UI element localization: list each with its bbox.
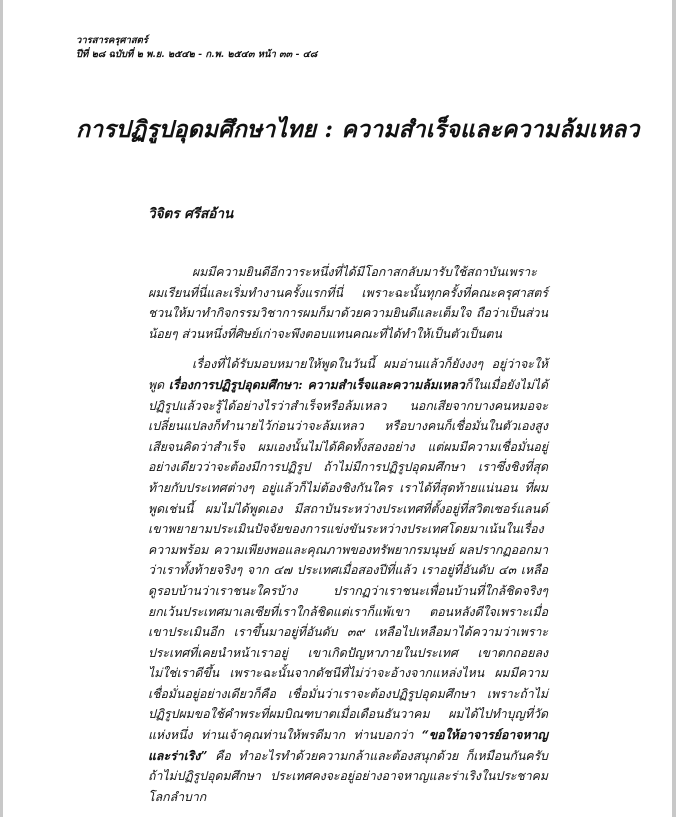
journal-header (76, 34, 317, 62)
paragraph-2-part-1: เรื่องที่ได้รับมอบหมายให้พูดในวันนี้ ผมอ่านแล้วก็ยังงงๆ อยู่ว่าจะให้พูด (148, 357, 548, 392)
paragraph-2-part-2: ก็ในเมื่อยังไม่ได้ปฏิรูปแล้วจะรู้ได้อย่างไรว่าสำเร็จหรือล้มเหลว นอกเสียจากบางคนหมอจะเปลี่ยนแปลงก็ทำนายไว้ก่อนว่าจะล้มเหลว หรือบางคนก็เชื่อมั่นในตัวเองสูงเสียจนคิดว่าสำเร็จ ผมเองนั้นไม่ได้คิดทั้งสองอย่าง แต่ผมมีความเชื่อมั่นอยู่อย่างเดียวว่าจะต้องมีการปฏิรูป ถ้าไม่มีการปฏิรูปอุดมศึกษา เราซึ่งชิงที่สุดท้ายกับประเทศต่างๆ อยู่แล้วก็ไม่ต้องชิงกันใคร เราได้ที่สุดท้ายแน่นอน ที่ผมพูดเช่นนี้ ผมไม่ได้พูดเอง มีสถาบันระหว่างประเทศที่ตั้งอยู่ที่สวิตเซอร์แลนด์ เขาพยายามประเมินปัจจัยของการแข่งขันระหว่างประเทศโดยมาเน้นในเรื่องความพร้อม ความเพียงพอและคุณภาพของทรัพยากรมนุษย์ ผลปรากฏออกมาว่าเราทั้งท้ายจริงๆ จาก ๔๗ ประเทศเมื่อสองปีที่แล้ว เราอยู่ที่อันดับ ๔๓ เหลือดูรอบบ้านว่าเราชนะใครบ้าง ปรากฏว่าเราชนะเพื่อนบ้านที่ใกล้ชิดจริงๆ ยกเว้นประเทศมาเลเซียที่เราใกล้ชิดแต่เราก็แพ้เขา ตอนหลังดีใจเพราะเมื่อเขาประเมินอีก เราขึ้นมาอยู่ที่อันดับ ๓๙ เหลือไปเหลือมาได้ความว่าเพราะประเทศที่เคยนำหน้าเราอยู่ เขาเกิดปัญหาภายในประเทศ เขาตกถอยลง ไม่ใช่เราดีขึ้น เพราะฉะนั้นจากดัชนีที่ไม่ว่าจะอ้างจากแหล่งไหน ผมมีความเชื่อมั่นอยู่อย่างเดียวก็คือ เชื่อมั่นว่าเราจะต้องปฏิรูปอุดมศึกษา เพราะถ้าไม่ปฏิรูปผมขอใช้คำพระที่ผมบิณฑบาตเมื่อเดือนธันวาคม ผมได้ไปทำบุญที่วัดแห่งหนึ่ง ท่านเจ้าคุณท่านให้พรดีมาก ท่านบอกว่า (148, 377, 548, 743)
article-author: วิจิตร ศรีสอ้าน (148, 206, 234, 222)
blessing-quote: “ขอให้อาจารย์อาจหาญและร่าเริง” (148, 727, 548, 763)
article-title: การปฏิรูปอุดมศึกษาไทย : ความสำเร็จและความล้มเหลว (76, 116, 640, 143)
paragraph-2-part-3: คือ ทำอะไรทำด้วยความกล้าและต้องสนุกด้วย ก็เหมือนกันครับ ถ้าไม่ปฏิรูปอุดมศึกษา ประเทศคงจะอยู่อย่างอาจหาญและร่าเริงในประชาคมโลกลำบาก (148, 748, 548, 804)
page-border-left (0, 0, 3, 817)
paragraph-2 (148, 354, 548, 807)
article-body (148, 262, 548, 807)
page-border-right (672, 0, 676, 817)
journal-issue: ปีที่ ๒๘ ฉบับที่ ๒ พ.ย. ๒๕๔๒ - ก.พ. ๒๕๔๓ หน้า ๓๓ - ๔๘ (76, 49, 318, 60)
paragraph-1: ผมมีความยินดีอีกวาระหนึ่งที่ได้มีโอกาสกลับมารับใช้สถาบันเพราะผมเรียนที่นี่และเริ่มทำงานครั้งแรกที่นี่ เพราะฉะนั้นทุกครั้งที่คณะครุศาสตร์ชวนให้มาทำกิจกรรมวิชาการผมก็มาด้วยความยินดีและเต็มใจ ถือว่าเป็นส่วนน้อยๆ ส่วนหนึ่งที่ศิษย์เก่าจะพึงตอบแทนคณะที่ได้ทำให้เป็นตัวเป็นตน (148, 265, 548, 341)
topic-emphasis: เรื่องการปฏิรูปอุดมศึกษา: ความสำเร็จและความล้มเหลว (168, 376, 465, 392)
journal-name: วารสารครุศาสตร์ (76, 35, 148, 46)
